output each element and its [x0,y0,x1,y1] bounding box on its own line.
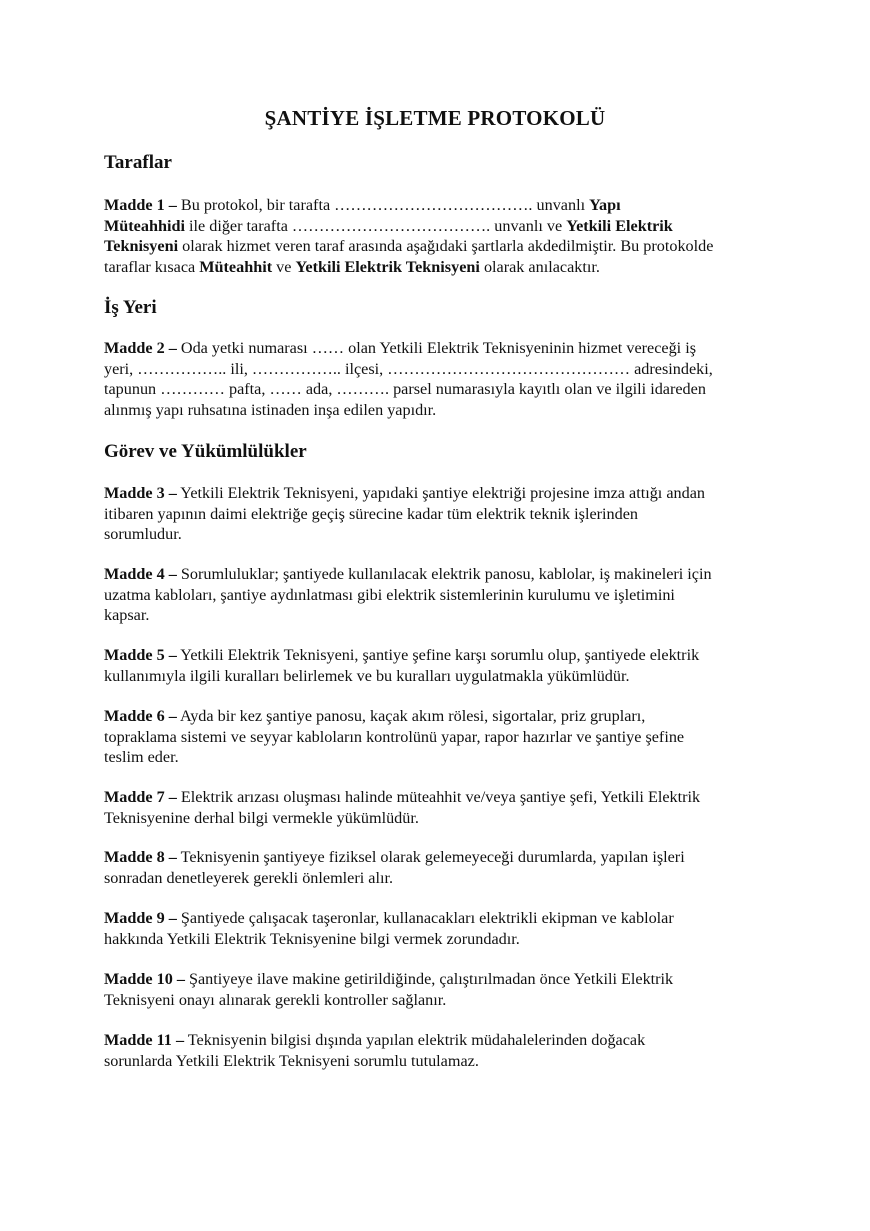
section-heading-gorev: Görev ve Yükümlülükler [104,441,307,462]
article-text-bold: Yetkili Elektrik [566,216,673,235]
article-3 [104,483,774,545]
article-text: teslim eder. [104,748,179,766]
article-1 [104,195,774,277]
article-text: alınmış yapı ruhsatına istinaden inşa edilen yapıdır. [104,400,437,419]
article-text: ile diğer tarafta ………………………………. unvanlı ve [184,216,567,235]
article-text: Şantiyede çalışacak taşeronlar, kullanacakları elektrikli ekipman ve kablolar [176,909,674,927]
article-text: ve [272,257,296,276]
document-title: ŞANTİYE İŞLETME PROTOKOLÜ [264,106,606,130]
article-4 [104,564,774,626]
article-text: Sorumluluklar; şantiyede kullanılacak elektrik panosu, kablolar, iş makineleri için [176,565,712,583]
article-label: Madde 2 – [104,339,177,357]
article-8 [104,847,774,888]
article-text-bold: Yapı [589,196,621,214]
article-label: Madde 9 – [104,909,177,927]
article-label: Madde 11 – [104,1031,185,1049]
article-label: Madde 1 – [104,196,177,214]
article-2 [104,338,774,420]
article-text: topraklama sistemi ve seyyar kabloların kontrolünü yapar, rapor hazırlar ve şantiye şefine [104,727,685,746]
article-text-bold: Müteahhidi [104,216,185,235]
article-label: Madde 5 – [104,646,177,664]
article-text-bold: Teknisyeni [104,237,179,255]
article-text: Yetkili Elektrik Teknisyeni, yapıdaki şantiye elektriği projesine imza attığı andan [176,484,705,502]
article-label: Madde 6 – [104,707,177,725]
article-label: Madde 7 – [104,788,177,806]
article-text-bold: Müteahhit [199,257,273,276]
article-text: kapsar. [104,606,150,624]
article-text: Oda yetki numarası …… olan Yetkili Elektrik Teknisyeninin hizmet vereceği iş [176,339,697,357]
article-text: olarak anılacaktır. [479,257,600,276]
article-text: olarak hizmet veren taraf arasında aşağıdaki şartlarla akdedilmiştir. Bu protokolde [178,237,714,255]
article-7 [104,787,774,828]
article-text: sorunlarda Yetkili Elektrik Teknisyeni sorumlu tutulamaz. [104,1051,479,1070]
article-text: sorumludur. [104,525,182,543]
article-11 [104,1030,774,1071]
article-text: sonradan denetleyerek gerekli önlemleri alır. [104,868,394,887]
article-text: Teknisyeni onayı alınarak gerekli kontroller sağlanır. [104,990,447,1009]
article-text-bold: Yetkili Elektrik Teknisyeni [295,257,480,276]
article-10 [104,969,774,1010]
article-text: hakkında Yetkili Elektrik Teknisyenine bilgi vermek zorundadır. [104,929,520,948]
article-label: Madde 10 – [104,970,185,988]
article-label: Madde 3 – [104,484,177,502]
article-5 [104,645,774,686]
article-text: uzatma kabloları, şantiye aydınlatması gibi elektrik sistemlerinin kurulumu ve işletimini [104,585,675,604]
article-text: Ayda bir kez şantiye panosu, kaçak akım rölesi, sigortalar, priz grupları, [176,707,646,725]
article-text: yeri, …………….. ili, …………….. ilçesi, ……………………………………… adresindeki, [104,359,713,378]
article-6 [104,706,774,768]
article-text: Şantiyeye ilave makine getirildiğinde, çalıştırılmadan önce Yetkili Elektrik [184,970,674,988]
article-text: Elektrik arızası oluşması halinde müteahhit ve/veya şantiye şefi, Yetkili Elektrik [176,788,701,806]
article-text: Bu protokol, bir tarafta ………………………………. unvanlı [176,196,590,214]
article-text: Teknisyenine derhal bilgi vermekle yükümlüdür. [104,808,419,827]
article-text: Teknisyenin şantiyeye fiziksel olarak gelemeyeceği durumlarda, yapılan işleri [176,848,685,866]
article-text: Teknisyenin bilgisi dışında yapılan elektrik müdahalelerinden doğacak [184,1031,646,1049]
section-heading-taraflar: Taraflar [104,152,172,173]
article-text: tapunun ………… pafta, …… ada, ………. parsel numarasıyla kayıtlı olan ve ilgili idareden [104,380,706,398]
article-label: Madde 4 – [104,565,177,583]
article-label: Madde 8 – [104,848,177,866]
section-heading-is-yeri: İş Yeri [104,297,157,318]
article-text: Yetkili Elektrik Teknisyeni, şantiye şefine karşı sorumlu olup, şantiyede elektrik [176,646,700,664]
article-text: taraflar kısaca [104,257,200,276]
article-9 [104,908,774,949]
article-text: kullanımıyla ilgili kuralları belirlemek ve bu kuralları uygulatmakla yükümlüdür. [104,666,630,685]
article-text: itibaren yapının daimi elektriğe geçiş sürecine kadar tüm elektrik teknik işlerinden [104,504,639,523]
